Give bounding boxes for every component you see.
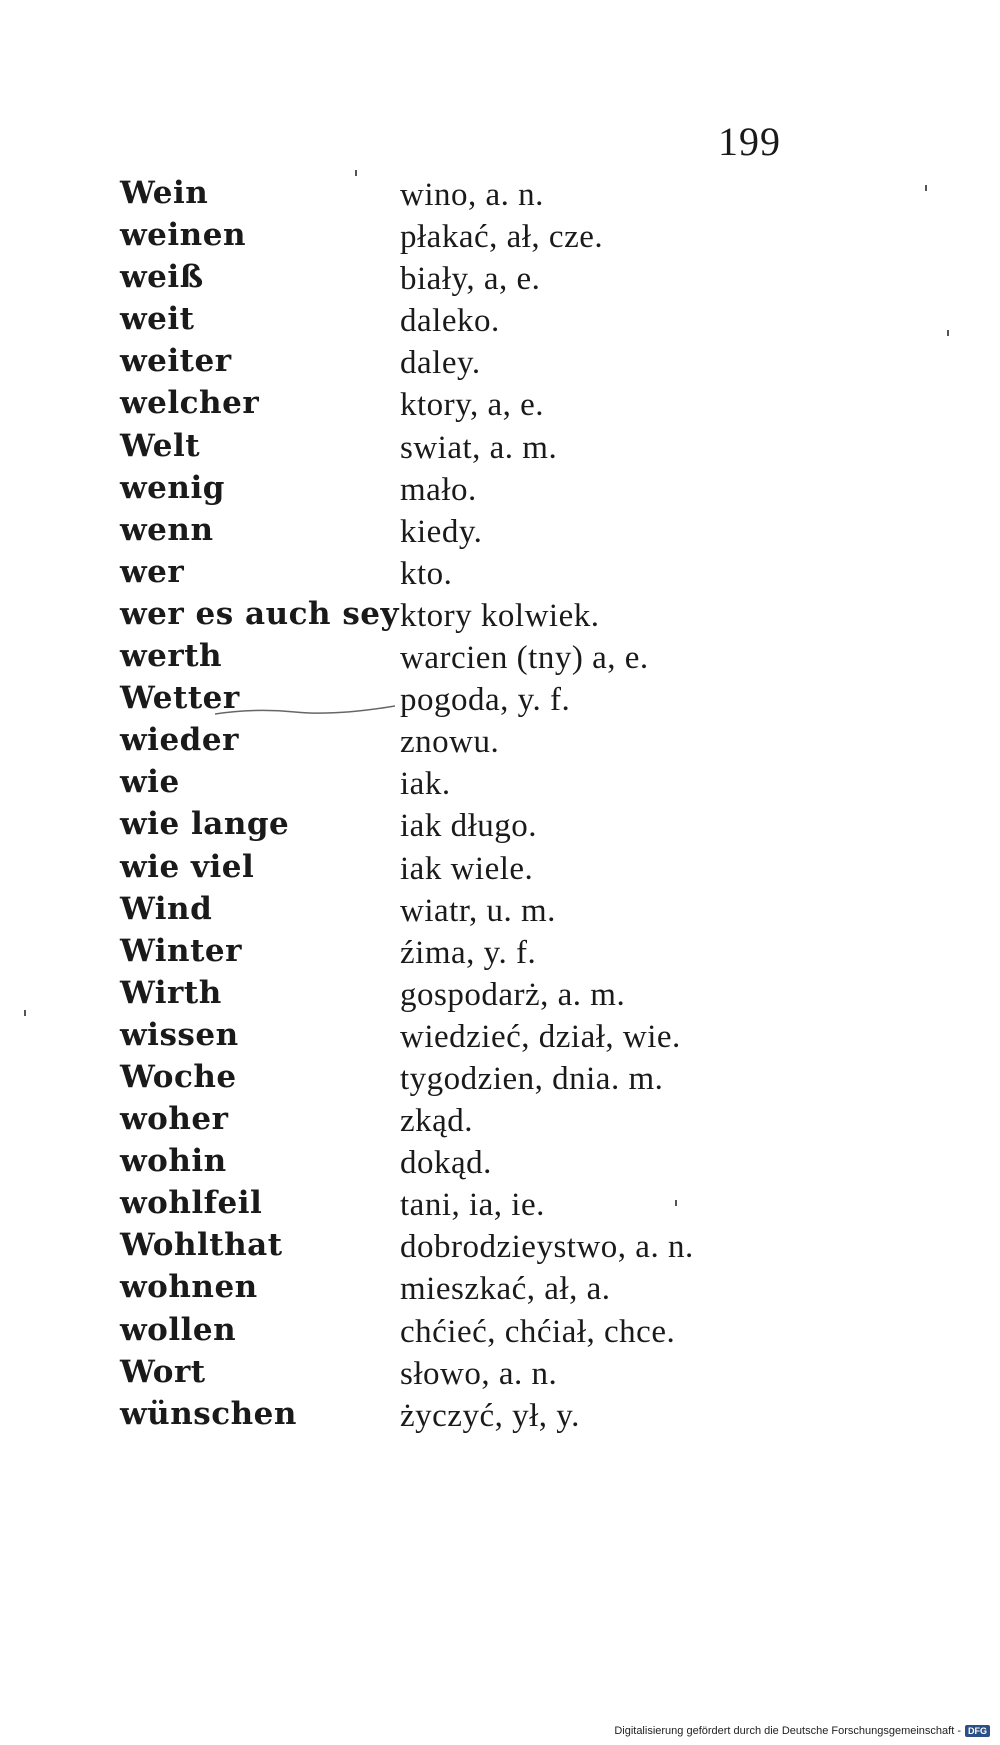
dictionary-entry [120, 385, 880, 427]
german-term: Wohlthat [120, 1227, 283, 1264]
german-term: wissen [120, 1016, 239, 1053]
dictionary-entry [120, 1101, 880, 1143]
dictionary-list [120, 175, 880, 1438]
german-term: wer es auch sey [120, 595, 400, 632]
german-term: wie lange [120, 806, 290, 843]
dictionary-entry [120, 891, 880, 933]
speck [355, 170, 357, 176]
german-term: welcher [120, 385, 260, 422]
polish-translation: dokąd. [400, 1145, 492, 1182]
polish-translation: biały, a, e. [400, 261, 541, 298]
polish-translation: tani, ia, ie. [400, 1187, 545, 1224]
german-term: wer [120, 553, 185, 590]
scratch-mark [215, 700, 395, 720]
dictionary-entry [120, 933, 880, 975]
dictionary-entry [120, 343, 880, 385]
dictionary-entry [120, 470, 880, 512]
footer-text: Digitalisierung gefördert durch die Deutsche Forschungsgemeinschaft - [614, 1725, 961, 1737]
speck [947, 330, 949, 336]
polish-translation: daleko. [400, 303, 500, 340]
german-term: wohin [120, 1143, 227, 1180]
german-term: wohlfeil [120, 1185, 263, 1222]
dictionary-entry [120, 259, 880, 301]
dictionary-entry [120, 301, 880, 343]
dictionary-entry [120, 512, 880, 554]
german-term: weit [120, 301, 195, 338]
dictionary-entry [120, 1059, 880, 1101]
german-term: Welt [120, 427, 201, 464]
footer [614, 1725, 990, 1737]
german-term: wenn [120, 511, 214, 548]
german-term: wollen [120, 1311, 237, 1348]
polish-translation: ktory kolwiek. [400, 597, 600, 634]
dictionary-entry [120, 1269, 880, 1311]
polish-translation: wino, a. n. [400, 177, 544, 213]
speck [675, 1200, 677, 1206]
dictionary-entry [120, 1396, 880, 1438]
polish-translation: iak długo. [400, 808, 537, 845]
german-term: weinen [120, 217, 246, 254]
polish-translation: iak. [400, 766, 451, 803]
polish-translation: wiedzieć, dział, wie. [400, 1018, 681, 1055]
polish-translation: swiat, a. m. [400, 429, 558, 466]
german-term: Wetter [120, 680, 240, 717]
polish-translation: mieszkać, ał, a. [400, 1271, 611, 1308]
german-term: wieder [120, 722, 239, 759]
dictionary-entry [120, 638, 880, 680]
speck [925, 185, 927, 191]
dictionary-entry [120, 1227, 880, 1269]
polish-translation: mało. [400, 471, 477, 508]
polish-translation: słowo, a. n. [400, 1355, 558, 1392]
german-term: wünschen [120, 1395, 297, 1432]
dictionary-entry [120, 975, 880, 1017]
polish-translation: daley. [400, 345, 481, 382]
dictionary-entry [120, 428, 880, 470]
polish-translation: kto. [400, 555, 453, 592]
german-term: Winter [120, 932, 242, 969]
dictionary-entry [120, 1185, 880, 1227]
dfg-logo: DFG [965, 1725, 990, 1737]
polish-translation: iak wiele. [400, 850, 534, 887]
german-term: Wirth [120, 974, 222, 1011]
polish-translation: gospodarż, a. m. [400, 976, 626, 1013]
german-term: wie [120, 764, 180, 801]
polish-translation: pogoda, y. f. [400, 682, 571, 719]
german-term: Wort [120, 1353, 206, 1390]
german-term: werth [120, 638, 223, 675]
dictionary-entry [120, 1143, 880, 1185]
polish-translation: dobrodzieystwo, a. n. [400, 1229, 694, 1266]
german-term: Wein [120, 175, 209, 211]
page-number: 199 [718, 119, 781, 164]
dictionary-entry [120, 1017, 880, 1059]
polish-translation: chćieć, chćiał, chce. [400, 1313, 676, 1350]
polish-translation: warcien (tny) a, e. [400, 640, 649, 677]
dictionary-entry [120, 175, 880, 217]
polish-translation: kiedy. [400, 513, 483, 550]
polish-translation: życzyć, ył, y. [400, 1397, 580, 1434]
dictionary-entry [120, 722, 880, 764]
german-term: woher [120, 1101, 229, 1138]
dictionary-entry [120, 596, 880, 638]
german-term: weiß [120, 259, 204, 296]
dictionary-entry [120, 806, 880, 848]
dictionary-entry [120, 1354, 880, 1396]
polish-translation: ktory, a, e. [400, 387, 545, 424]
dictionary-entry [120, 554, 880, 596]
german-term: weiter [120, 343, 232, 380]
speck [24, 1010, 26, 1016]
polish-translation: znowu. [400, 724, 500, 761]
polish-translation: płakać, ał, cze. [400, 219, 604, 256]
german-term: Woche [120, 1058, 237, 1095]
dictionary-entry [120, 849, 880, 891]
polish-translation: tygodzien, dnia. m. [400, 1060, 664, 1097]
polish-translation: zkąd. [400, 1103, 474, 1140]
polish-translation: źima, y. f. [400, 934, 537, 971]
dictionary-entry [120, 1312, 880, 1354]
dictionary-entry [120, 764, 880, 806]
german-term: wie viel [120, 848, 255, 885]
german-term: wohnen [120, 1269, 258, 1306]
polish-translation: wiatr, u. m. [400, 892, 556, 929]
dictionary-entry [120, 217, 880, 259]
german-term: wenig [120, 469, 225, 506]
german-term: Wind [120, 890, 213, 927]
